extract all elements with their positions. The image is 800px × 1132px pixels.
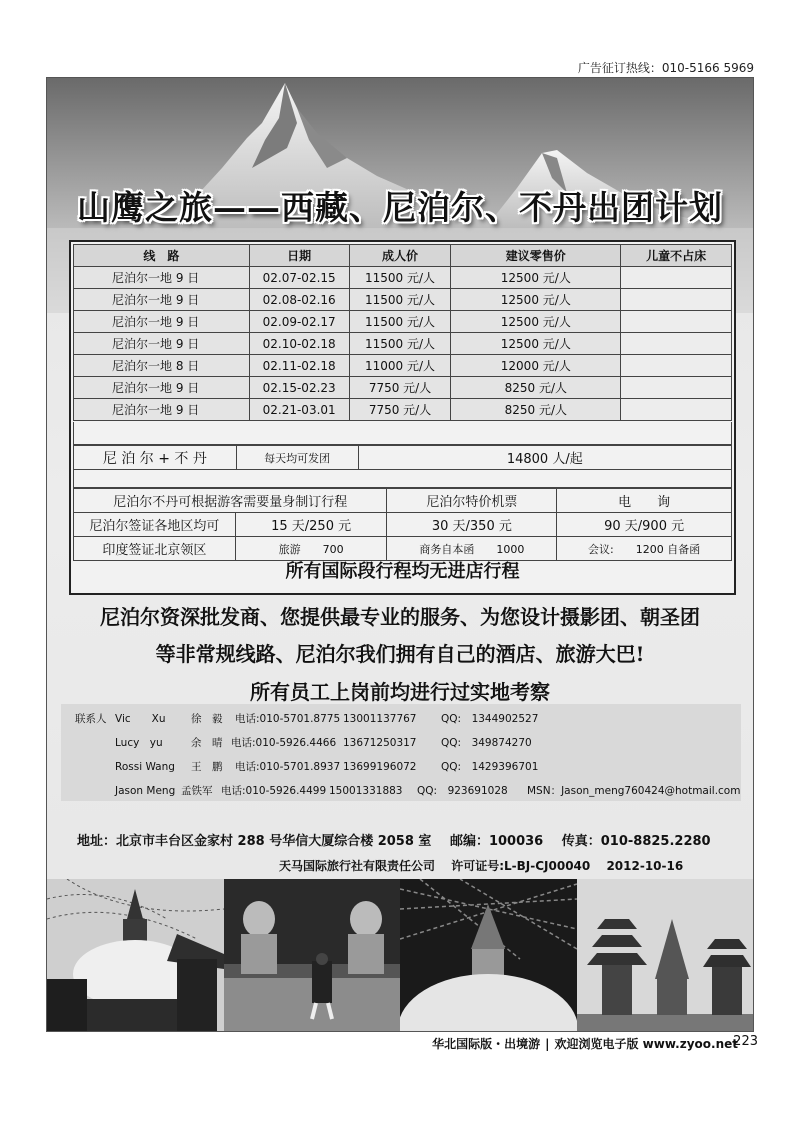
india-visa-label-cell: 印度签证北京领区 <box>74 537 236 561</box>
zip-code: 邮编：100036 <box>449 834 544 849</box>
contact-phone: 电话:010-5926.4466 <box>231 737 337 749</box>
address-text: 地址：北京市丰台区金家村 288 号华信大厦综合楼 2058 室 <box>77 834 432 849</box>
table-header <box>74 245 732 267</box>
child-price-cell <box>621 377 732 399</box>
child-price-cell <box>621 311 732 333</box>
contact-msn: MSN：Jason_meng760424@hotmail.com <box>527 785 741 797</box>
tour-price-table <box>69 240 736 595</box>
contact-name-cn: 孟铁军 <box>181 785 213 797</box>
page-number: 223 <box>733 1034 758 1049</box>
contact-name-en: Lucy yu <box>115 737 163 749</box>
temple-statues-photo <box>224 879 401 1031</box>
child-price-cell <box>621 289 732 311</box>
license-number: 许可证号:L-BJ-CJ00040 <box>451 859 591 873</box>
contact-name-cn: 徐 毅 <box>191 713 223 725</box>
retail-price-cell: 12500 元/人 <box>451 333 621 355</box>
contact-mobile: 13001137767 <box>343 713 417 725</box>
contact-mobile: 13671250317 <box>343 737 417 749</box>
retail-price-cell: 12500 元/人 <box>451 311 621 333</box>
contact-label: 联系人 <box>75 713 107 725</box>
adult-price-cell: 7750 元/人 <box>349 399 451 421</box>
combo-route: 尼 泊 尔 + 不 丹 <box>74 446 237 470</box>
issue-date: 2012-10-16 <box>606 859 684 873</box>
page-footer <box>432 1035 738 1052</box>
combo-schedule: 每天均可发团 <box>236 446 358 470</box>
address-line <box>77 830 725 849</box>
stupa-photo <box>47 879 224 1031</box>
retail-price-cell: 12500 元/人 <box>451 289 621 311</box>
contact-qq: QQ: 349874270 <box>441 737 532 749</box>
retail-price-cell: 12500 元/人 <box>451 267 621 289</box>
contact-name-cn: 王 鹏 <box>191 761 223 773</box>
adult-price-cell: 11000 元/人 <box>349 355 451 377</box>
date-cell: 02.08-02.16 <box>249 289 349 311</box>
advertisement-panel <box>46 77 754 1032</box>
contact-name-en: Jason Meng <box>115 785 176 797</box>
visa-30-cell: 30 天/350 元 <box>387 513 557 537</box>
services-table <box>73 488 732 561</box>
contact-name-en: Rossi Wang <box>115 761 175 773</box>
adult-price-cell: 7750 元/人 <box>349 377 451 399</box>
contact-qq: QQ: 1429396701 <box>441 761 539 773</box>
tour-schedule-table <box>73 244 732 421</box>
route-cell: 尼泊尔一地 9 日 <box>74 289 250 311</box>
route-cell: 尼泊尔一地 9 日 <box>74 333 250 355</box>
date-cell: 02.07-02.15 <box>249 267 349 289</box>
child-price-cell <box>621 267 732 289</box>
column-header: 建议零售价 <box>451 245 621 267</box>
no-shopping-note: 所有国际段行程均无进店行程 <box>285 561 520 582</box>
contact-phone: 电话:010-5701.8937 <box>235 761 341 773</box>
inquiry-cell: 电 询 <box>557 489 732 513</box>
visa-90-cell: 90 天/900 元 <box>557 513 732 537</box>
contact-phone: 电话:010-5926.4499 <box>221 785 327 797</box>
contact-mobile: 15001331883 <box>329 785 403 797</box>
adult-price-cell: 11500 元/人 <box>349 289 451 311</box>
contact-qq: QQ: 1344902527 <box>441 713 539 725</box>
boudhanath-photo <box>400 879 577 1031</box>
table-spacer-row <box>73 422 732 445</box>
column-header: 儿童不占床 <box>621 245 732 267</box>
combo-price: 14800 人/起 <box>358 446 731 470</box>
promo-line-1: 尼泊尔资深批发商、您提供最专业的服务、为您设计摄影团、朝圣团 <box>100 605 700 629</box>
route-cell: 尼泊尔一地 9 日 <box>74 267 250 289</box>
page-title: 山鹰之旅——西藏、尼泊尔、不丹出团计划 <box>77 188 723 227</box>
table-spacer-row <box>73 467 732 488</box>
column-header: 线 路 <box>74 245 250 267</box>
adult-price-cell: 11500 元/人 <box>349 333 451 355</box>
contact-name-cn: 余 晴 <box>191 737 223 749</box>
child-price-cell <box>621 333 732 355</box>
table-row <box>74 513 732 537</box>
column-header: 成人价 <box>349 245 451 267</box>
date-cell: 02.15-02.23 <box>249 377 349 399</box>
date-cell: 02.09-02.17 <box>249 311 349 333</box>
company-name: 天马国际旅行社有限责任公司 <box>279 859 436 873</box>
child-price-cell <box>621 399 732 421</box>
india-tour-cell: 旅游 700 <box>235 537 387 561</box>
india-meeting-cell: 会议: 1200 自备函 <box>557 537 732 561</box>
contact-mobile: 13699196072 <box>343 761 417 773</box>
fax-number: 传真：010-8825.2280 <box>561 834 711 849</box>
table-row <box>74 333 732 355</box>
ad-hotline: 广告征订热线：010-5166 5969 <box>577 61 754 75</box>
footer-divider: | <box>545 1037 550 1051</box>
table-row <box>74 489 732 513</box>
promo-line-3: 所有员工上岗前均进行过实地考察 <box>250 680 550 704</box>
route-cell: 尼泊尔一地 8 日 <box>74 355 250 377</box>
table-row <box>74 377 732 399</box>
table-row <box>74 355 732 377</box>
custom-itinerary-cell: 尼泊尔不丹可根据游客需要量身制订行程 <box>74 489 387 513</box>
adult-price-cell: 11500 元/人 <box>349 267 451 289</box>
retail-price-cell: 8250 元/人 <box>451 399 621 421</box>
durbar-square-photo <box>577 879 754 1031</box>
table-row <box>74 311 732 333</box>
date-cell: 02.21-03.01 <box>249 399 349 421</box>
contact-box <box>61 704 741 801</box>
contact-qq: QQ: 923691028 <box>417 785 508 797</box>
table-row <box>74 399 732 421</box>
india-business-cell: 商务自本函 1000 <box>387 537 557 561</box>
date-cell: 02.11-02.18 <box>249 355 349 377</box>
contact-name-en: Vic Xu <box>115 713 166 725</box>
route-cell: 尼泊尔一地 9 日 <box>74 377 250 399</box>
photo-strip <box>47 879 753 1031</box>
retail-price-cell: 12000 元/人 <box>451 355 621 377</box>
promo-line-2: 等非常规线路、尼泊尔我们拥有自己的酒店、旅游大巴! <box>155 642 645 666</box>
visa-label-cell: 尼泊尔签证各地区均可 <box>74 513 236 537</box>
route-cell: 尼泊尔一地 9 日 <box>74 399 250 421</box>
table-row <box>74 267 732 289</box>
edition-label: 华北国际版・出境游 <box>432 1037 541 1051</box>
table-row <box>74 289 732 311</box>
contact-phone: 电话:010-5701.8775 <box>235 713 341 725</box>
date-cell: 02.10-02.18 <box>249 333 349 355</box>
child-price-cell <box>621 355 732 377</box>
air-ticket-cell: 尼泊尔特价机票 <box>387 489 557 513</box>
company-line <box>279 857 695 874</box>
website-invite: 欢迎浏览电子版 www.zyoo.net <box>554 1037 738 1051</box>
retail-price-cell: 8250 元/人 <box>451 377 621 399</box>
column-header: 日期 <box>249 245 349 267</box>
visa-15-cell: 15 天/250 元 <box>235 513 387 537</box>
route-cell: 尼泊尔一地 9 日 <box>74 311 250 333</box>
adult-price-cell: 11500 元/人 <box>349 311 451 333</box>
